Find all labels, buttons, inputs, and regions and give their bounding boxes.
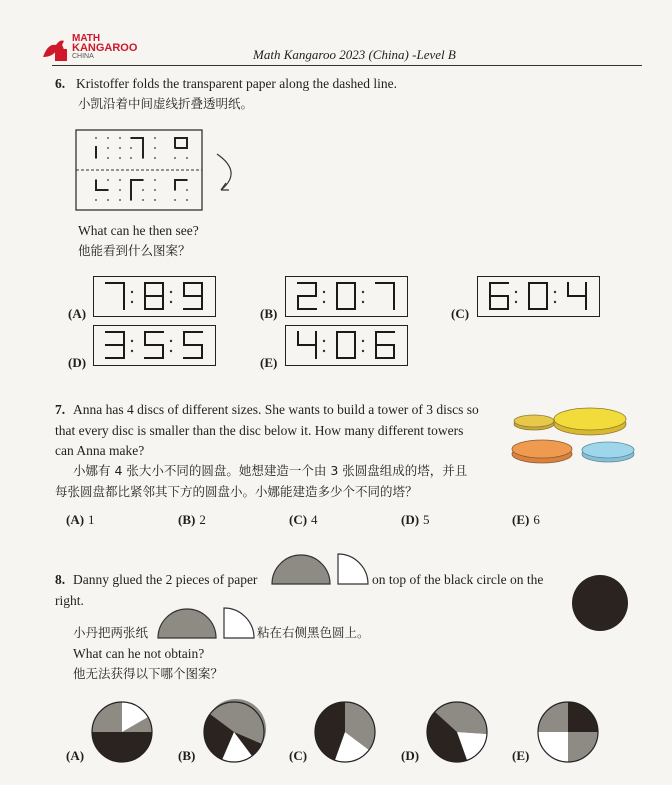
q6-option-e-label[interactable]: (E) — [260, 355, 278, 370]
disc-small-yellow — [514, 415, 554, 430]
header-rule — [52, 65, 642, 66]
q6-option-e-digit-3 — [376, 332, 394, 358]
q6-option-e-digit-2 — [337, 332, 355, 358]
disc-orange — [512, 440, 572, 463]
quarter-disc-piece-cn — [222, 606, 256, 640]
logo-text-math: MATH — [72, 33, 101, 44]
kangaroo-logo-icon — [40, 35, 70, 63]
q8-option-d-circle[interactable] — [425, 700, 489, 764]
colon-dot — [170, 340, 172, 342]
q7-option-c-label: (C) — [289, 512, 308, 527]
black-circle — [571, 574, 631, 634]
q6-option-c-digit-3 — [568, 283, 586, 309]
colon-dot — [515, 291, 517, 293]
colon-dot — [554, 291, 556, 293]
q6-option-c-digit-1 — [490, 283, 508, 309]
q8-text-a: Danny glued the 2 pieces of paper — [73, 572, 258, 587]
q7-text-cn2: 每张圆盘都比紧邻其下方的圆盘小。小娜能建造多少个不同的塔？ — [55, 484, 418, 499]
q8-option-c-label[interactable]: (C) — [289, 748, 308, 763]
q6-text-cn: 小凯沿着中间虚线折叠透明纸。 — [78, 96, 254, 111]
logo-text-china: CHINA — [72, 53, 94, 60]
half-disc-piece-cn — [156, 606, 218, 640]
q7-text-line3: can Anna make? — [55, 443, 145, 458]
colon-dot — [170, 301, 172, 303]
q6-option-a-digit-1 — [106, 283, 124, 309]
colon-dot — [131, 340, 133, 342]
q6-option-c-digit-2 — [529, 283, 547, 309]
colon-dot — [323, 350, 325, 352]
q6-option-a-digit-2 — [145, 283, 163, 309]
q8-text-c: right. — [55, 593, 84, 608]
q8-number: 8. — [55, 572, 66, 587]
q7-option-b[interactable] — [178, 512, 206, 528]
colon-dot — [362, 350, 364, 352]
q6-option-a-label[interactable]: (A) — [68, 306, 87, 321]
q6-option-b-label[interactable]: (B) — [260, 306, 278, 321]
q8-text-cn-a: 小丹把两张纸 — [73, 625, 149, 640]
q8-question: What can he not obtain? — [73, 646, 205, 661]
colon-dot — [323, 340, 325, 342]
q6-option-d-digit-2 — [145, 332, 163, 358]
q7-option-d[interactable] — [401, 512, 430, 528]
q7-text-line2: that every disc is smaller than the disc below it. How many different towers — [55, 423, 464, 438]
q8-option-b-label[interactable]: (B) — [178, 748, 196, 763]
q8-option-e-circle[interactable] — [536, 700, 600, 764]
q7-option-a[interactable] — [66, 512, 95, 528]
q7-option-d-label: (D) — [401, 512, 420, 527]
q6-option-d-digit-1 — [106, 332, 124, 358]
colon-dot — [362, 301, 364, 303]
quarter-disc-piece — [336, 552, 370, 586]
q6-option-a-display[interactable] — [93, 276, 216, 317]
q7-option-e-label: (E) — [512, 512, 530, 527]
q6-option-b-display[interactable] — [285, 276, 408, 317]
q6-option-e-display[interactable] — [285, 325, 408, 366]
q6-option-b-digit-2 — [337, 283, 355, 309]
colon-dot — [362, 291, 364, 293]
q6-question: What can he then see? — [78, 223, 199, 238]
logo-text-kangaroo: KANGAROO — [72, 42, 138, 54]
q8-option-e-label[interactable]: (E) — [512, 748, 530, 763]
q8-text-b: on top of the black circle on the — [372, 572, 544, 587]
colon-dot — [323, 291, 325, 293]
colon-dot — [131, 350, 133, 352]
q7-option-b-value: 2 — [199, 512, 206, 527]
colon-dot — [554, 301, 556, 303]
q6-text: Kristoffer folds the transparent paper along the dashed line. — [76, 76, 398, 91]
q8-option-a-circle[interactable] — [90, 700, 154, 764]
q7-option-c[interactable] — [289, 512, 318, 528]
q8-text-cn-b: 粘在右侧黑色圆上。 — [257, 625, 370, 640]
q6-option-e-digit-1 — [298, 332, 316, 358]
q6-transparent-paper — [75, 128, 255, 218]
q6-question-cn: 他能看到什么图案？ — [78, 243, 191, 258]
colon-dot — [515, 301, 517, 303]
page-title: Math Kangaroo 2023 (China) -Level B — [253, 47, 456, 62]
q7-number: 7. — [55, 402, 66, 417]
q8-option-b-circle[interactable] — [202, 700, 266, 764]
colon-dot — [170, 350, 172, 352]
q6-option-d-label[interactable]: (D) — [68, 355, 87, 370]
half-disc-piece — [270, 552, 332, 586]
q7-option-c-value: 4 — [311, 512, 318, 527]
colon-dot — [362, 340, 364, 342]
q6-option-c-label[interactable]: (C) — [451, 306, 470, 321]
q8-option-a-label[interactable]: (A) — [66, 748, 85, 763]
q7-option-a-value: 1 — [88, 512, 95, 527]
q8-option-d-label[interactable]: (D) — [401, 748, 420, 763]
q7-option-e[interactable] — [512, 512, 540, 528]
q6-option-b-digit-1 — [298, 283, 316, 309]
q7-option-a-label: (A) — [66, 512, 85, 527]
colon-dot — [323, 301, 325, 303]
q8-option-c-circle[interactable] — [313, 700, 377, 764]
q6-option-a-digit-3 — [184, 283, 202, 309]
q6-number: 6. — [55, 76, 66, 91]
q7-text-line1: Anna has 4 discs of different sizes. She wants to build a tower of 3 discs so — [73, 402, 479, 417]
q6-option-d-digit-3 — [184, 332, 202, 358]
q6-option-d-display[interactable] — [93, 325, 216, 366]
disc-large-yellow — [554, 408, 626, 435]
colon-dot — [131, 301, 133, 303]
disc-blue — [582, 442, 634, 462]
q6-option-b-digit-3 — [376, 283, 394, 309]
q8-question-cn: 他无法获得以下哪个图案？ — [73, 666, 224, 681]
q7-option-d-value: 5 — [423, 512, 430, 527]
colon-dot — [131, 291, 133, 293]
colon-dot — [170, 291, 172, 293]
q7-text-cn1: 小娜有 4 张大小不同的圆盘。她想建造一个由 3 张圆盘组成的塔，并且 — [73, 463, 468, 478]
q6-option-c-display[interactable] — [477, 276, 600, 317]
kangaroo-logo — [40, 33, 140, 63]
q7-option-b-label: (B) — [178, 512, 196, 527]
q7-discs-illustration — [508, 402, 648, 477]
q7-option-e-value: 6 — [533, 512, 540, 527]
